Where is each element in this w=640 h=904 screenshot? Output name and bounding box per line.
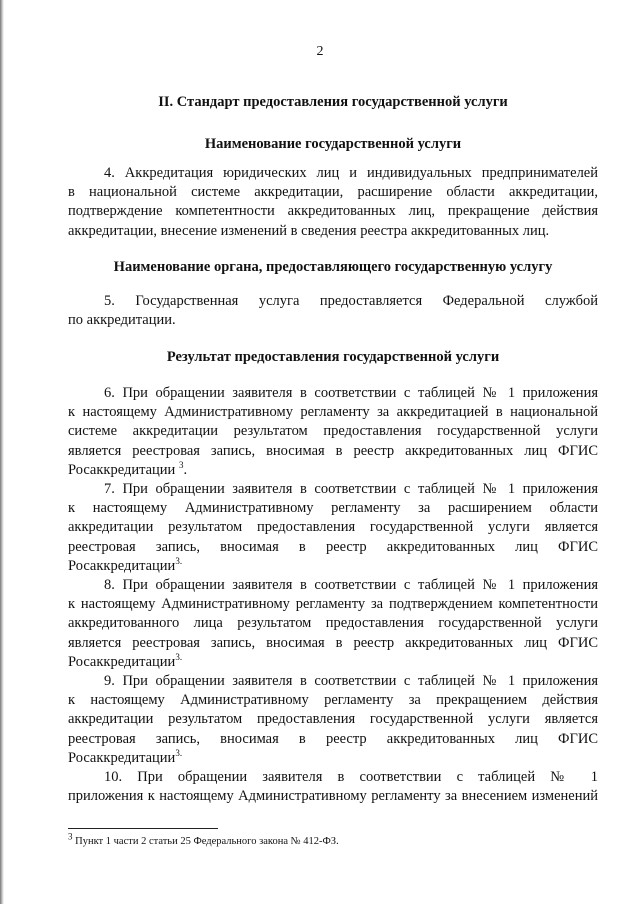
footnote-ref: 3. xyxy=(175,555,183,566)
subheading-service-name: Наименование государственной услуги xyxy=(204,136,462,152)
text-line: в национальной системе аккредитации, расширение области аккредитации, xyxy=(68,184,598,201)
paragraph-8 xyxy=(68,576,598,672)
text-line: к настоящему Административному регламенту за прекращением действия xyxy=(68,692,598,709)
text-line: является реестровая запись, вносимая в реестр аккредитованных лиц ФГИС xyxy=(68,634,598,651)
paragraph-10 xyxy=(68,768,598,806)
text-fragment: Росаккредитации xyxy=(68,749,176,766)
footnote-mark: 3 xyxy=(68,831,73,842)
text-line: 6. При обращении заявителя в соответствии с таблицей № 1 приложения xyxy=(104,385,598,401)
text-line xyxy=(68,557,598,576)
text-line: Росаккредитации $^3$. xyxy=(68,459,188,478)
text-line xyxy=(68,653,598,672)
text-line: реестровая запись, вносимая в реестр аккредитованных лиц ФГИС xyxy=(68,730,598,747)
text-line: 5. Государственная услуга предоставляется Федеральной службой xyxy=(104,293,598,309)
footnote-divider xyxy=(68,828,218,829)
text-line: 9. При обращении заявителя в соответствии с таблицей № 1 приложения xyxy=(104,673,598,689)
text-line: к настоящему Административному регламенту за подтверждением компетентности xyxy=(68,596,598,613)
text-line: аккредитации, внесение изменений в сведения реестра аккредитованных лиц. xyxy=(68,222,550,239)
paragraph-5 xyxy=(68,292,598,330)
footnote-text: Пункт 1 части 2 статьи 25 Федерального закона № 412-ФЗ. xyxy=(75,836,339,847)
paragraph-7 xyxy=(68,480,598,576)
text-fragment: Росаккредитации xyxy=(68,461,176,478)
footnote-ref: 3 xyxy=(178,459,184,470)
footnote-ref: 3. xyxy=(175,747,183,758)
text-line: 8. При обращении заявителя в соответствии с таблицей № 1 приложения xyxy=(104,577,598,593)
subheading-authority-name: Наименование органа, предоставляющего государственную услугу xyxy=(113,259,553,275)
paragraph-6 xyxy=(68,384,598,480)
section-title: II. Стандарт предоставления государственной услуги xyxy=(158,94,508,110)
text-line: к настоящему Административному регламенту за расширением области xyxy=(68,500,598,517)
text-line: 7. При обращении заявителя в соответствии с таблицей № 1 приложения xyxy=(104,481,598,497)
text-line: системе аккредитации результатом предоставления государственной услуги xyxy=(68,423,598,440)
text-line xyxy=(68,749,598,768)
text-line: является реестровая запись, вносимая в реестр аккредитованных лиц ФГИС xyxy=(68,442,598,459)
subheading-result: Результат предоставления государственной услуги xyxy=(166,349,500,365)
footnote xyxy=(68,831,339,847)
text-line: аккредитации результатом предоставления государственной услуги является xyxy=(68,711,598,728)
text-line: 10. При обращении заявителя в соответствии с таблицей № 1 xyxy=(104,769,598,785)
text-line: 4. Аккредитация юридических лиц и индивидуальных предпринимателей xyxy=(104,165,598,181)
paragraph-4 xyxy=(68,164,598,241)
footnote-ref: 3. xyxy=(175,651,183,662)
text-line: подтверждение компетентности аккредитованных лиц, прекращение действия xyxy=(68,203,598,220)
text-line: к настоящему Административному регламенту за аккредитацией в национальной xyxy=(68,404,598,421)
text-line: по аккредитации. xyxy=(68,312,176,329)
paragraph-9 xyxy=(68,672,598,768)
text-fragment: Росаккредитации xyxy=(68,557,176,574)
text-line: реестровая запись, вносимая в реестр аккредитованных лиц ФГИС xyxy=(68,538,598,555)
text-line: аккредитованного лица результатом предоставления государственной услуги xyxy=(68,615,598,632)
scan-edge-shadow xyxy=(0,0,4,904)
text-fragment: Росаккредитации xyxy=(68,653,176,670)
text-line: аккредитации результатом предоставления государственной услуги является xyxy=(68,519,598,536)
text-line: приложения к настоящему Административному регламенту за внесением изменений xyxy=(68,788,598,805)
page-number: 2 xyxy=(316,44,324,59)
